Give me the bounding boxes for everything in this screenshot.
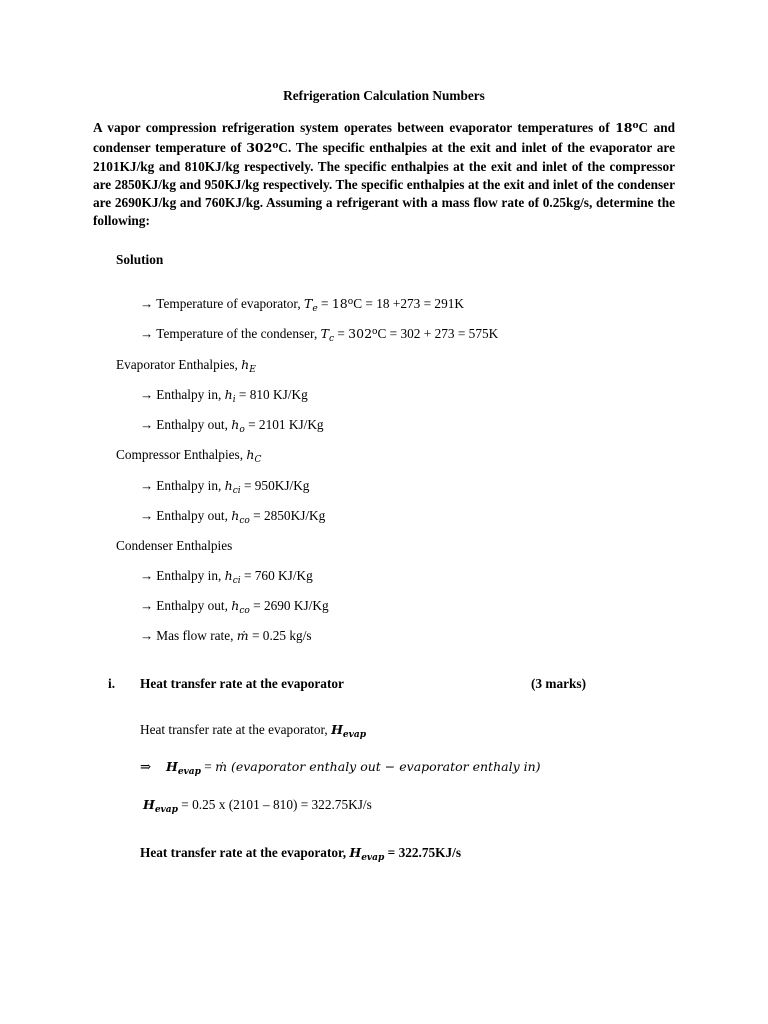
enthalpy-symbol: h [224,387,233,402]
answer-value: = 322.75KJ/s [384,845,462,860]
compressor-enthalpy-out [140,508,325,526]
degree-sign: o [272,141,279,152]
evap-temp-value: 18 [615,120,633,136]
compressor-heading-label: Compressor Enthalpies, [116,447,247,462]
mass-flow-label: Mas flow rate, [156,628,237,643]
arrow-icon: → [140,387,154,402]
item-value: = 2690 KJ/Kg [249,598,329,613]
problem-rest: . The specific enthalpies at the exit and inlet of the evaporator are 2101KJ/kg and 810KJ/kg respectively. The specific enthalpies at the exit and inlet of the compressor are 2850KJ/kg and 950KJ/kg respectively. The specific enthalpies at the exit and inlet of the condenser are 2690KJ/kg and 760KJ/kg. Assuming a refrigerant with a mass flow rate of 0.25kg/s, determine the following: [93,140,675,229]
part-number: i. [108,676,116,691]
temp-symbol: T [320,326,329,341]
unit-c: C [278,140,288,156]
temp-evaporator-line [140,296,464,314]
page-title: Refrigeration Calculation Numbers [283,88,485,103]
temp-value: 18 [331,296,348,311]
formula-expression: (evaporator enthaly out − evaporator enthaly in) [227,759,541,774]
unit-c: C [638,120,649,136]
heat-transfer-formula [140,759,541,777]
enthalpy-symbol: h [231,417,240,432]
enthalpy-subscript: co [239,606,250,617]
mass-flow-value: = 0.25 kg/s [248,628,312,643]
problem-intro: A vapor compression refrigeration system operates between evaporator temperatures of [93,120,616,136]
heat-symbol: H [349,845,362,860]
temp-eq: = [334,326,349,341]
temp-label: Temperature of the condenser, [156,326,321,341]
condenser-enthalpy-in [140,568,313,586]
arrow-icon: → [140,568,154,583]
temp-value: 302 [348,326,373,341]
enthalpy-symbol: h [241,357,250,372]
enthalpy-symbol: h [231,598,240,613]
mass-flow-symbol: ṁ [236,628,249,643]
problem-mid: and condenser temperature of [93,120,675,156]
item-value: = 950KJ/Kg [240,478,310,493]
degree-sign: o [632,121,639,131]
heat-transfer-answer [140,845,461,863]
item-value: = 810 KJ/Kg [235,387,308,402]
item-label: Enthalpy out, [156,598,232,613]
item-label: Enthalpy in, [156,568,225,583]
calculation-value: = 0.25 x (2101 – 810) = 322.75KJ/s [177,797,372,812]
temp-subscript: c [328,334,335,345]
part-marks: (3 marks) [531,676,587,691]
heat-transfer-definition [140,722,366,740]
arrow-icon: → [140,296,154,311]
part-heading: Heat transfer rate at the evaporator [140,676,344,691]
enthalpy-subscript: co [239,516,250,527]
arrow-icon: → [140,598,154,613]
enthalpy-subscript: ci [232,486,241,497]
evaporator-enthalpy-out [140,417,324,435]
implies-icon: ⇒ [140,759,152,774]
compressor-enthalpy-in [140,478,309,496]
mass-flow-symbol: ṁ [215,759,227,774]
enthalpy-symbol: h [224,478,233,493]
evaporator-enthalpy-in [140,387,308,405]
degree-sign: o [372,326,378,337]
arrow-icon: → [140,508,154,523]
temp-rest: C = 18 +273 = 291K [353,296,464,311]
item-value: = 760 KJ/Kg [240,568,313,583]
heat-symbol: H [331,722,343,737]
heat-transfer-calculation [143,797,372,815]
item-label: Enthalpy out, [156,508,232,523]
heat-subscript: evap [154,805,178,816]
solution-heading: Solution [116,252,164,267]
enthalpy-symbol: h [231,508,240,523]
temp-eq: = [317,296,332,311]
compressor-heading [116,447,261,465]
heat-symbol: H [166,759,178,774]
evaporator-heading-label: Evaporator Enthalpies, [116,357,242,372]
heat-symbol: H [143,797,155,812]
arrow-icon: → [140,628,154,643]
temp-label: Temperature of evaporator, [156,296,304,311]
mass-flow-line [140,628,312,644]
temp-rest: C = 302 + 273 = 575K [377,326,499,341]
enthalpy-subscript: C [254,455,262,466]
heat-subscript: evap [342,730,367,741]
enthalpy-symbol: h [224,568,233,583]
problem-statement [93,117,675,230]
answer-label: Heat transfer rate at the evaporator, [140,845,350,860]
item-label: Enthalpy out, [156,417,232,432]
condenser-heading: Condenser Enthalpies [116,538,233,553]
evaporator-heading [116,357,256,375]
arrow-icon: → [140,326,154,341]
enthalpy-subscript: i [232,395,236,406]
heat-subscript: evap [177,767,201,778]
item-label: Enthalpy in, [156,478,225,493]
condenser-enthalpy-out [140,598,329,616]
enthalpy-subscript: o [239,425,245,436]
enthalpy-subscript: ci [232,576,241,587]
enthalpy-symbol: h [246,447,255,462]
item-value: = 2101 KJ/Kg [244,417,324,432]
item-value: = 2850KJ/Kg [249,508,326,523]
arrow-icon: → [140,417,154,432]
degree-sign: o [347,296,354,307]
heat-subscript: evap [361,853,385,864]
cond-temp-value: 302 [246,140,273,156]
item-label: Enthalpy in, [156,387,225,402]
temp-condenser-line [140,326,498,344]
temp-subscript: e [312,304,318,315]
arrow-icon: → [140,478,154,493]
temp-symbol: T [303,296,313,311]
definition-label: Heat transfer rate at the evaporator, [140,722,332,737]
enthalpy-subscript: E [249,365,256,376]
formula-eq: = [200,759,216,774]
